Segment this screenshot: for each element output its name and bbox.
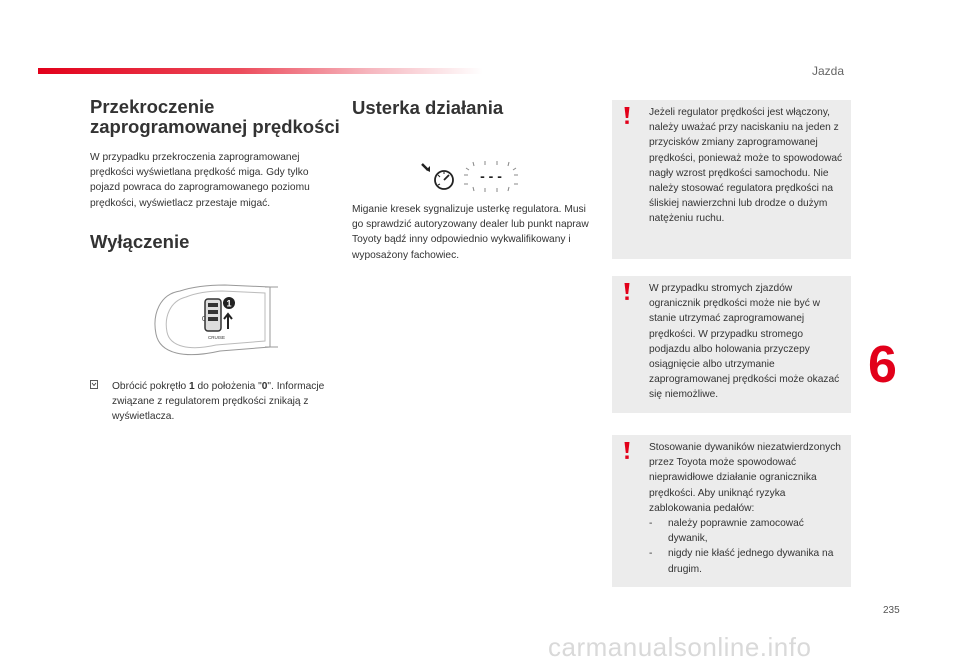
display-dashes: - - -	[480, 168, 502, 184]
warning-icon	[624, 442, 630, 465]
warning-icon	[624, 107, 630, 130]
watermark: carmanualsonline.info	[548, 632, 812, 662]
instruction-post: ". Informacje związane z regulatorem prędkości znikają z wyświetlacza.	[112, 381, 325, 423]
overspeed-title: Przekroczenie zaprogramowanej prędkości	[90, 96, 340, 137]
chapter-number: 6	[868, 336, 897, 394]
warning-text-1: Jeżeli regulator prędkości jest włączony, należy uważać przy naciskaniu na jeden z przycisków zmiany zaprogramowanej prędkości, ponieważ może to spowodować nagły wzrost prędkości samochodu. Nie należy stosować regulatora prędkości na śliskiej nawierzchni lub drodze o dużym natężeniu ruchu.	[649, 107, 843, 225]
section-label: Jazda	[812, 64, 845, 78]
instruction-mid: do położenia "	[194, 381, 262, 392]
illus-marker-1: 1	[226, 298, 232, 309]
warning-text-3-block	[649, 440, 845, 577]
instruction-pos: 1	[189, 381, 195, 392]
warning-text-2: W przypadku stromych zjazdów ogranicznik prędkości może nie być w stanie utrzymać zaprogramowanej prędkości. W przypadku stromego podjazdu albo holowania przyczepy osiągnięcie albo utrzymanie zaprogramowanej prędkości może okazać się niemożliwe.	[649, 283, 840, 401]
arrow-bullet-icon	[90, 379, 98, 394]
warning-box-3	[612, 435, 851, 587]
list-item: - należy poprawnie zamocować dywanik,	[649, 518, 804, 545]
warning-text-3: Stosowanie dywaników niezatwierdzonych przez Toyota może spowodować nieprawidłowe działanie ogranicznika prędkości. Aby uniknąć ryzyka zablokowania pedałów:	[649, 442, 841, 514]
speedometer-dashes-illustration	[418, 158, 528, 201]
instruction-pre: Obrócić pokrętło	[112, 381, 190, 392]
overspeed-text: W przypadku przekroczenia zaprogramowanej prędkości wyświetlana prędkość miga. Gdy tylko pojazd powraca do zaprogramowanego poziomu prędkości, wyświetlacz przestaje migać.	[90, 152, 310, 209]
top-accent-bar	[38, 68, 483, 74]
switch-off-title: Wyłączenie	[90, 231, 190, 252]
malfunction-title: Usterka działania	[352, 97, 504, 118]
warning-box-2	[612, 276, 851, 413]
illus-zero: 0	[202, 316, 206, 323]
warning-box-1	[612, 100, 851, 259]
illus-cruise-label: CRUISE	[208, 335, 226, 340]
instruction-zero: 0	[261, 381, 268, 392]
warning-list	[649, 516, 845, 577]
cruise-lever-illustration	[150, 279, 280, 374]
list-item: - nigdy nie kłaść jednego dywanika na drugim.	[649, 548, 834, 575]
warning-icon	[624, 283, 630, 306]
malfunction-text: Miganie kresek sygnalizuje usterkę regulatora. Musi go sprawdzić autoryzowany dealer lub punkt napraw Toyoty bądź inny odpowiednio wykwalifikowany i wyposażony fachowiec.	[352, 204, 589, 261]
page-number: 235	[883, 605, 900, 616]
